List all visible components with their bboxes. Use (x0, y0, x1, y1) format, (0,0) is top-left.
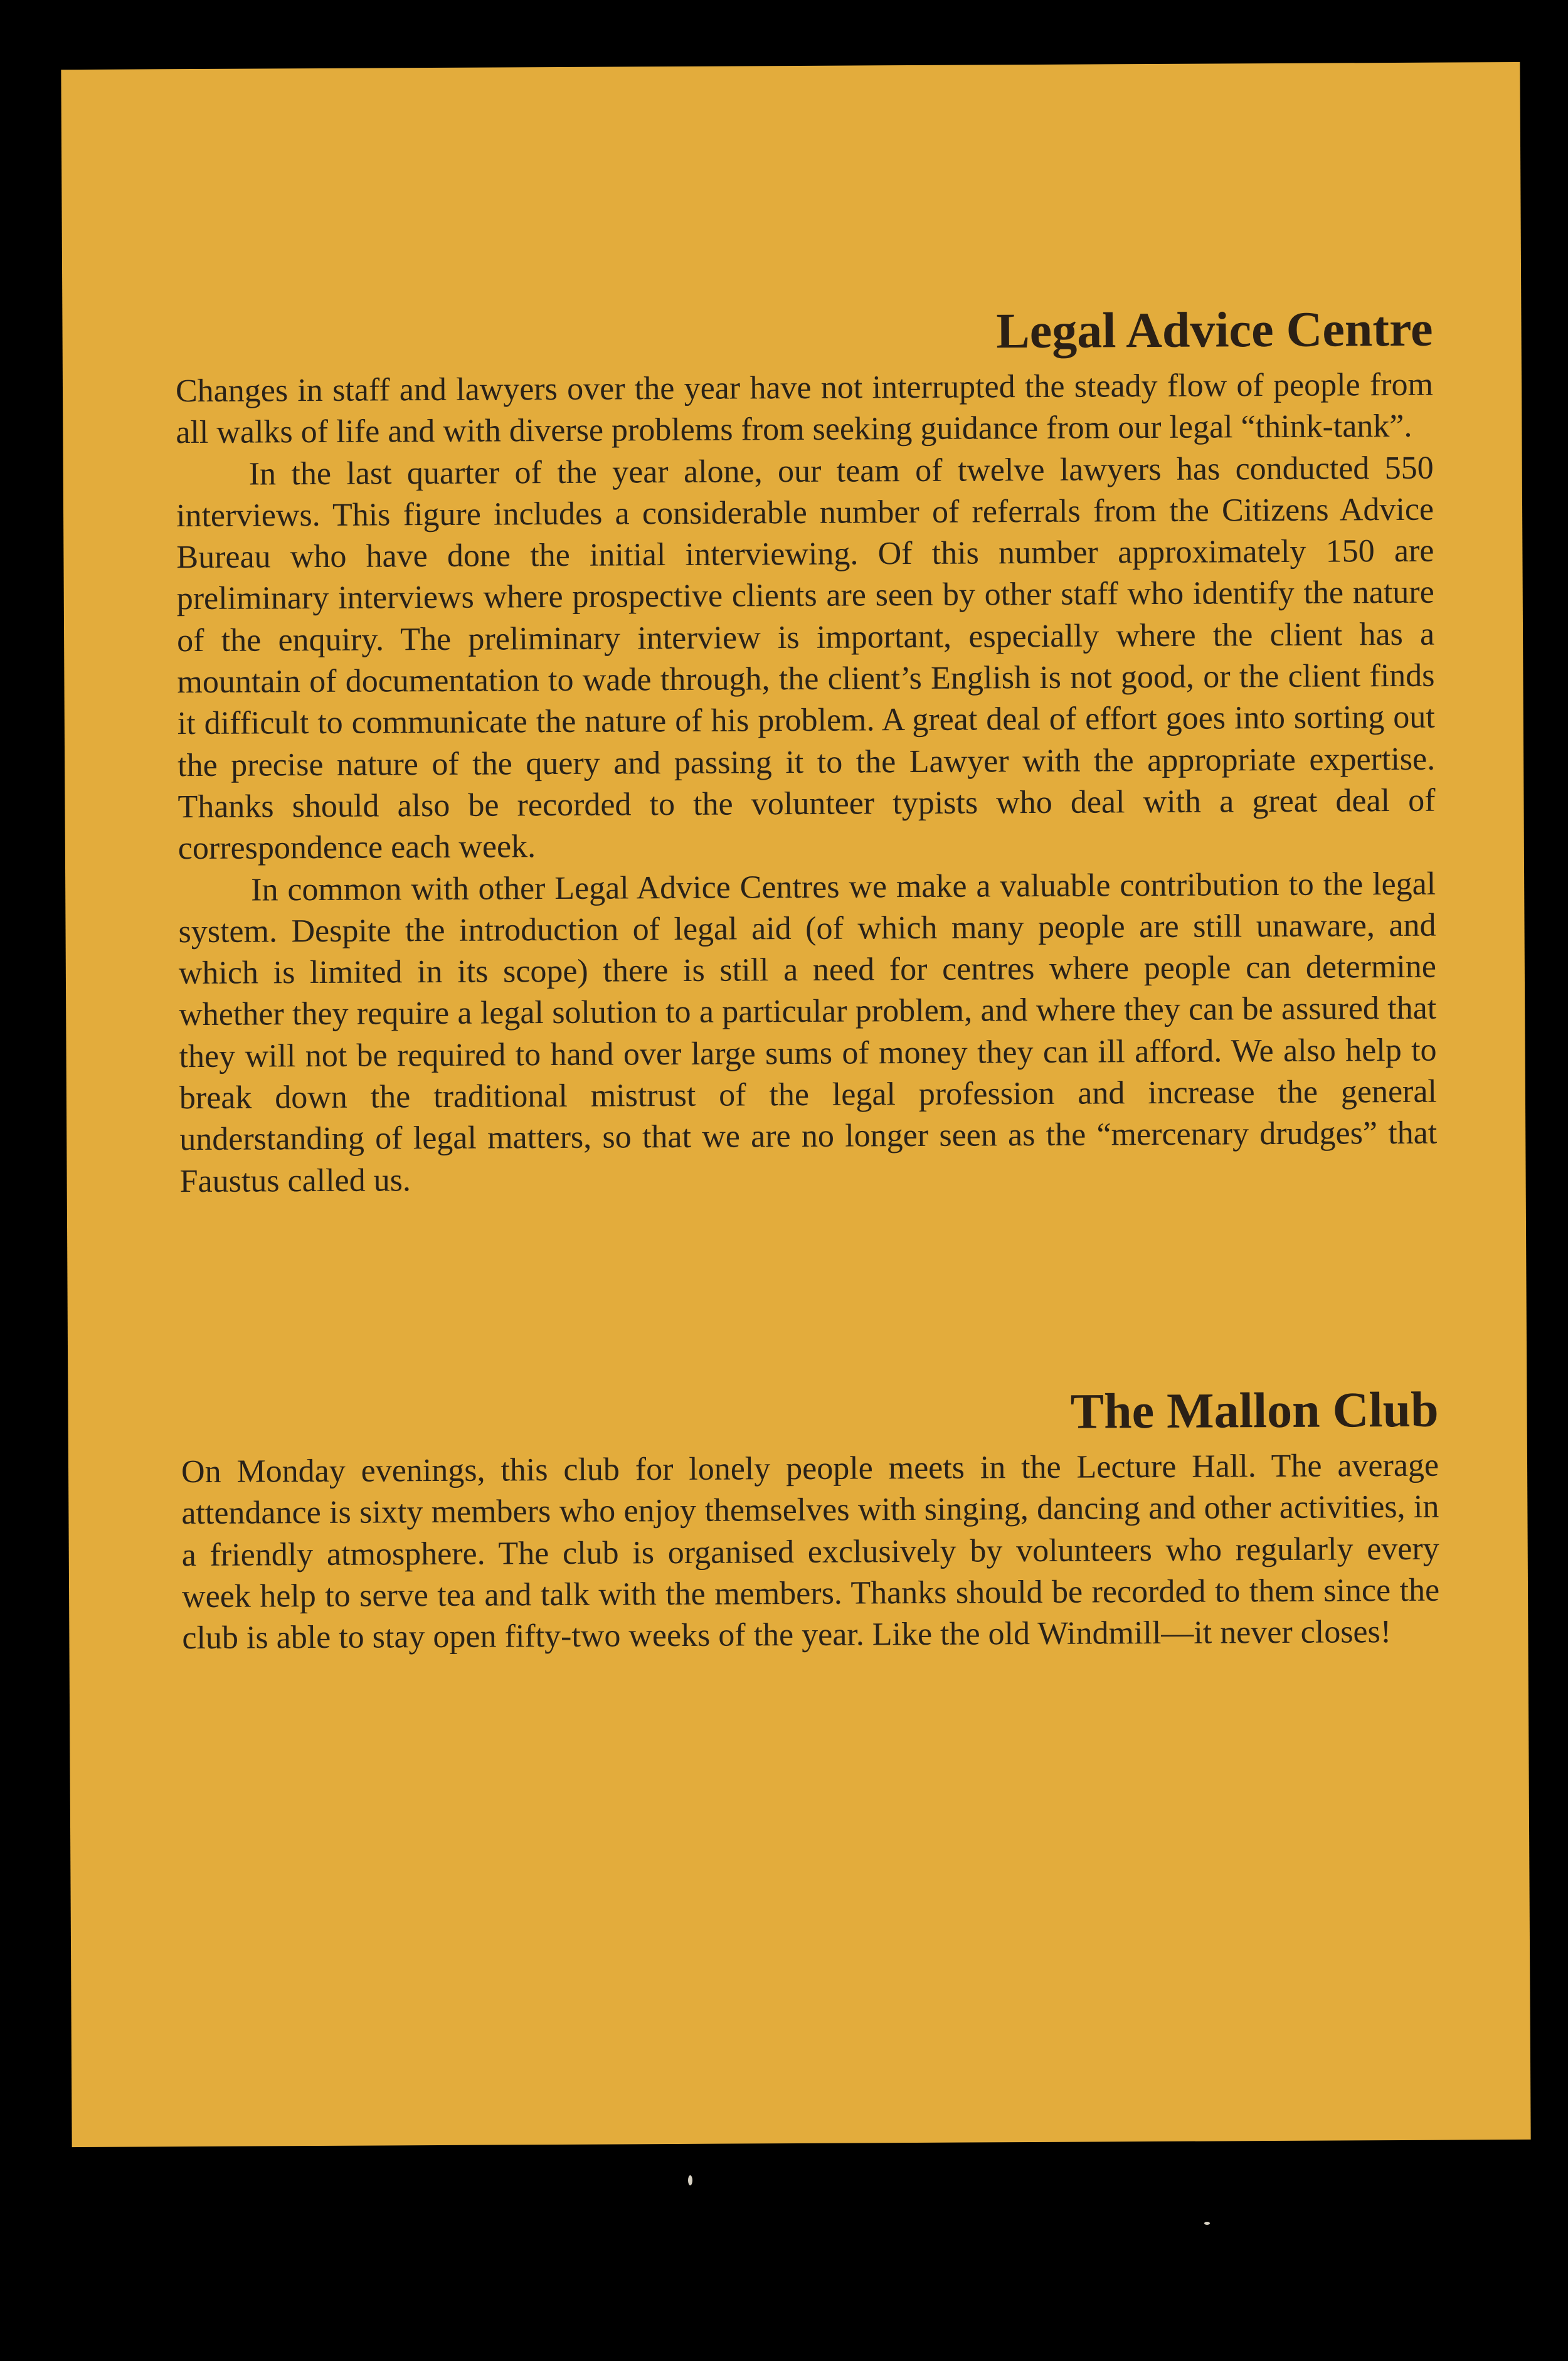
document-page (61, 62, 1530, 2147)
mallon-paragraph-1: On Monday evenings, this club for lonely people meets in the Lecture Hall. The average attendance is sixty members who enjoy themselves with singing, dancing and other activities, in a friendly atmosphere. The club is organised exclusively by volunteers who regularly every week help to serve tea and talk with the members. Thanks should be recorded to them since the club is able to stay open fifty-two weeks of the year. Like the old Windmill—it never closes! (181, 1447, 1440, 1657)
mallon-club-section (181, 1379, 1439, 1660)
legal-paragraph-2: In the last quarter of the year alone, our team of twelve lawyers has conducted 550 interviews. This figure includes a considerable number of referrals from the Citizens Advice Bureau who have done the initial interviewing. Of this number approximately 150 are preliminary interviews where prospective clients are seen by other staff who identify the nature of the enquiry. The preliminary interview is important, especially where the client has a mountain of documentation to wade through, the client’s English is not good, or the client finds it difficult to communicate the nature of his problem. A great deal of effort goes into sorting out the precise nature of the query and passing it to the Lawyer with the appropriate expertise. Thanks should also be recorded to the volunteer typists who deal with a great deal of correspondence each week. (176, 450, 1436, 867)
legal-paragraph-3: In common with other Legal Advice Centres we make a valuable contribution to the legal system. Despite the introduction of legal aid (of which many people are still unaware, and which is limited in its scope) there is still a need for centres where people can determine whether they require a legal solution to a particular problem, and where they can be assured that they will not be required to hand over large sums of money they can ill afford. We also help to break down the traditional mistrust of the legal profession and increase the general understanding of legal matters, so that we are no longer seen as the “mercenary drudges” that Faustus called us. (178, 866, 1438, 1199)
dust-speck (1204, 2222, 1210, 2225)
legal-advice-centre-section (175, 298, 1437, 1202)
legal-paragraph-1: Changes in staff and lawyers over the year have not interrupted the steady flow of people from all walks of life and with diverse problems from seeking guidance from our legal “think-tank”. (175, 366, 1434, 451)
mallon-club-heading: The Mallon Club (1070, 1382, 1439, 1440)
dust-speck (688, 2175, 692, 2185)
legal-advice-centre-heading: Legal Advice Centre (996, 301, 1433, 359)
